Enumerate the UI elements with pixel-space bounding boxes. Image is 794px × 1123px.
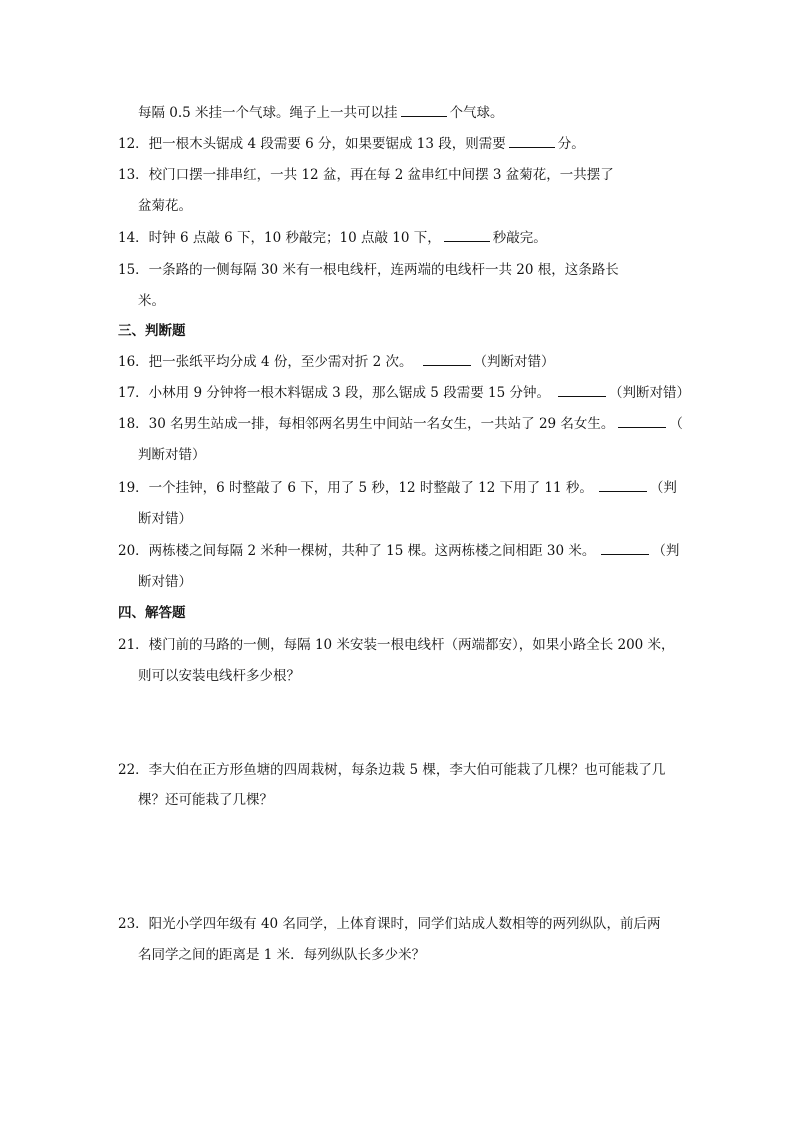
answer-blank[interactable] — [618, 415, 666, 428]
section-heading-solutions: 四、解答题 — [118, 605, 186, 621]
question-18: 18．30 名男生站成一排，每相邻两名男生中间站一名女生，一共站了 29 名女生。 （ — [118, 416, 683, 432]
question-19: 19．一个挂钟，6 时整敲了 6 下，用了 5 秒，12 时整敲了 12 下用了 11 秒。 （判 — [118, 480, 677, 496]
question-12: 12．把一根木头锯成 4 段需要 6 分，如果要锯成 13 段，则需要 分。 — [118, 136, 585, 152]
question-22-continuation: 棵？还可能栽了几棵？ — [138, 792, 273, 808]
question-13-continuation: 盆菊花。 — [138, 198, 192, 214]
question-19-continuation: 断对错） — [138, 511, 192, 527]
question-23: 23．阳光小学四年级有 40 名同学，上体育课时，同学们站成人数相等的两列纵队，前后两 — [118, 916, 661, 932]
answer-blank[interactable] — [423, 353, 471, 366]
answer-blank[interactable] — [509, 135, 555, 148]
answer-blank[interactable] — [601, 542, 649, 555]
answer-blank[interactable] — [401, 104, 447, 117]
question-21: 21．楼门前的马路的一侧，每隔 10 米安装一根电线杆（两端都安），如果小路全长 200 米， — [118, 637, 675, 653]
question-15-continuation: 米。 — [138, 293, 165, 309]
question-21-continuation: 则可以安装电线杆多少根？ — [138, 668, 300, 684]
question-20: 20．两栋楼之间每隔 2 米种一棵树，共种了 15 棵。这两栋楼之间相距 30 米。 （判 — [118, 543, 680, 559]
answer-blank[interactable] — [599, 479, 647, 492]
question-20-continuation: 断对错） — [138, 574, 192, 590]
question-13: 13．校门口摆一排串红，一共 12 盆，再在每 2 盆串红中间摆 3 盆菊花，一共摆了 — [118, 167, 614, 183]
answer-blank[interactable] — [558, 384, 606, 397]
q11-continuation: 每隔 0.5 米挂一个气球。绳子上一共可以挂 个气球。 — [138, 105, 504, 121]
answer-blank[interactable] — [444, 229, 490, 242]
question-23-continuation: 名同学之间的距离是 1 米．每列纵队长多少米？ — [138, 947, 426, 963]
question-14: 14．时钟 6 点敲 6 下，10 秒敲完；10 点敲 10 下， 秒敲完。 — [118, 230, 547, 246]
question-17: 17．小林用 9 分钟将一根木料锯成 3 段，那么锯成 5 段需要 15 分钟。 （判断对错） — [118, 385, 690, 401]
question-16: 16．把一张纸平均分成 4 份，至少需对折 2 次。 （判断对错） — [118, 354, 555, 370]
question-18-continuation: 判断对错） — [138, 447, 206, 463]
question-22: 22．李大伯在正方形鱼塘的四周栽树，每条边栽 5 棵，李大伯可能栽了几棵？也可能栽了几 — [118, 762, 666, 778]
question-15: 15．一条路的一侧每隔 30 米有一根电线杆，连两端的电线杆一共 20 根，这条路长 — [118, 262, 619, 278]
section-heading-judgement: 三、判断题 — [118, 323, 186, 339]
